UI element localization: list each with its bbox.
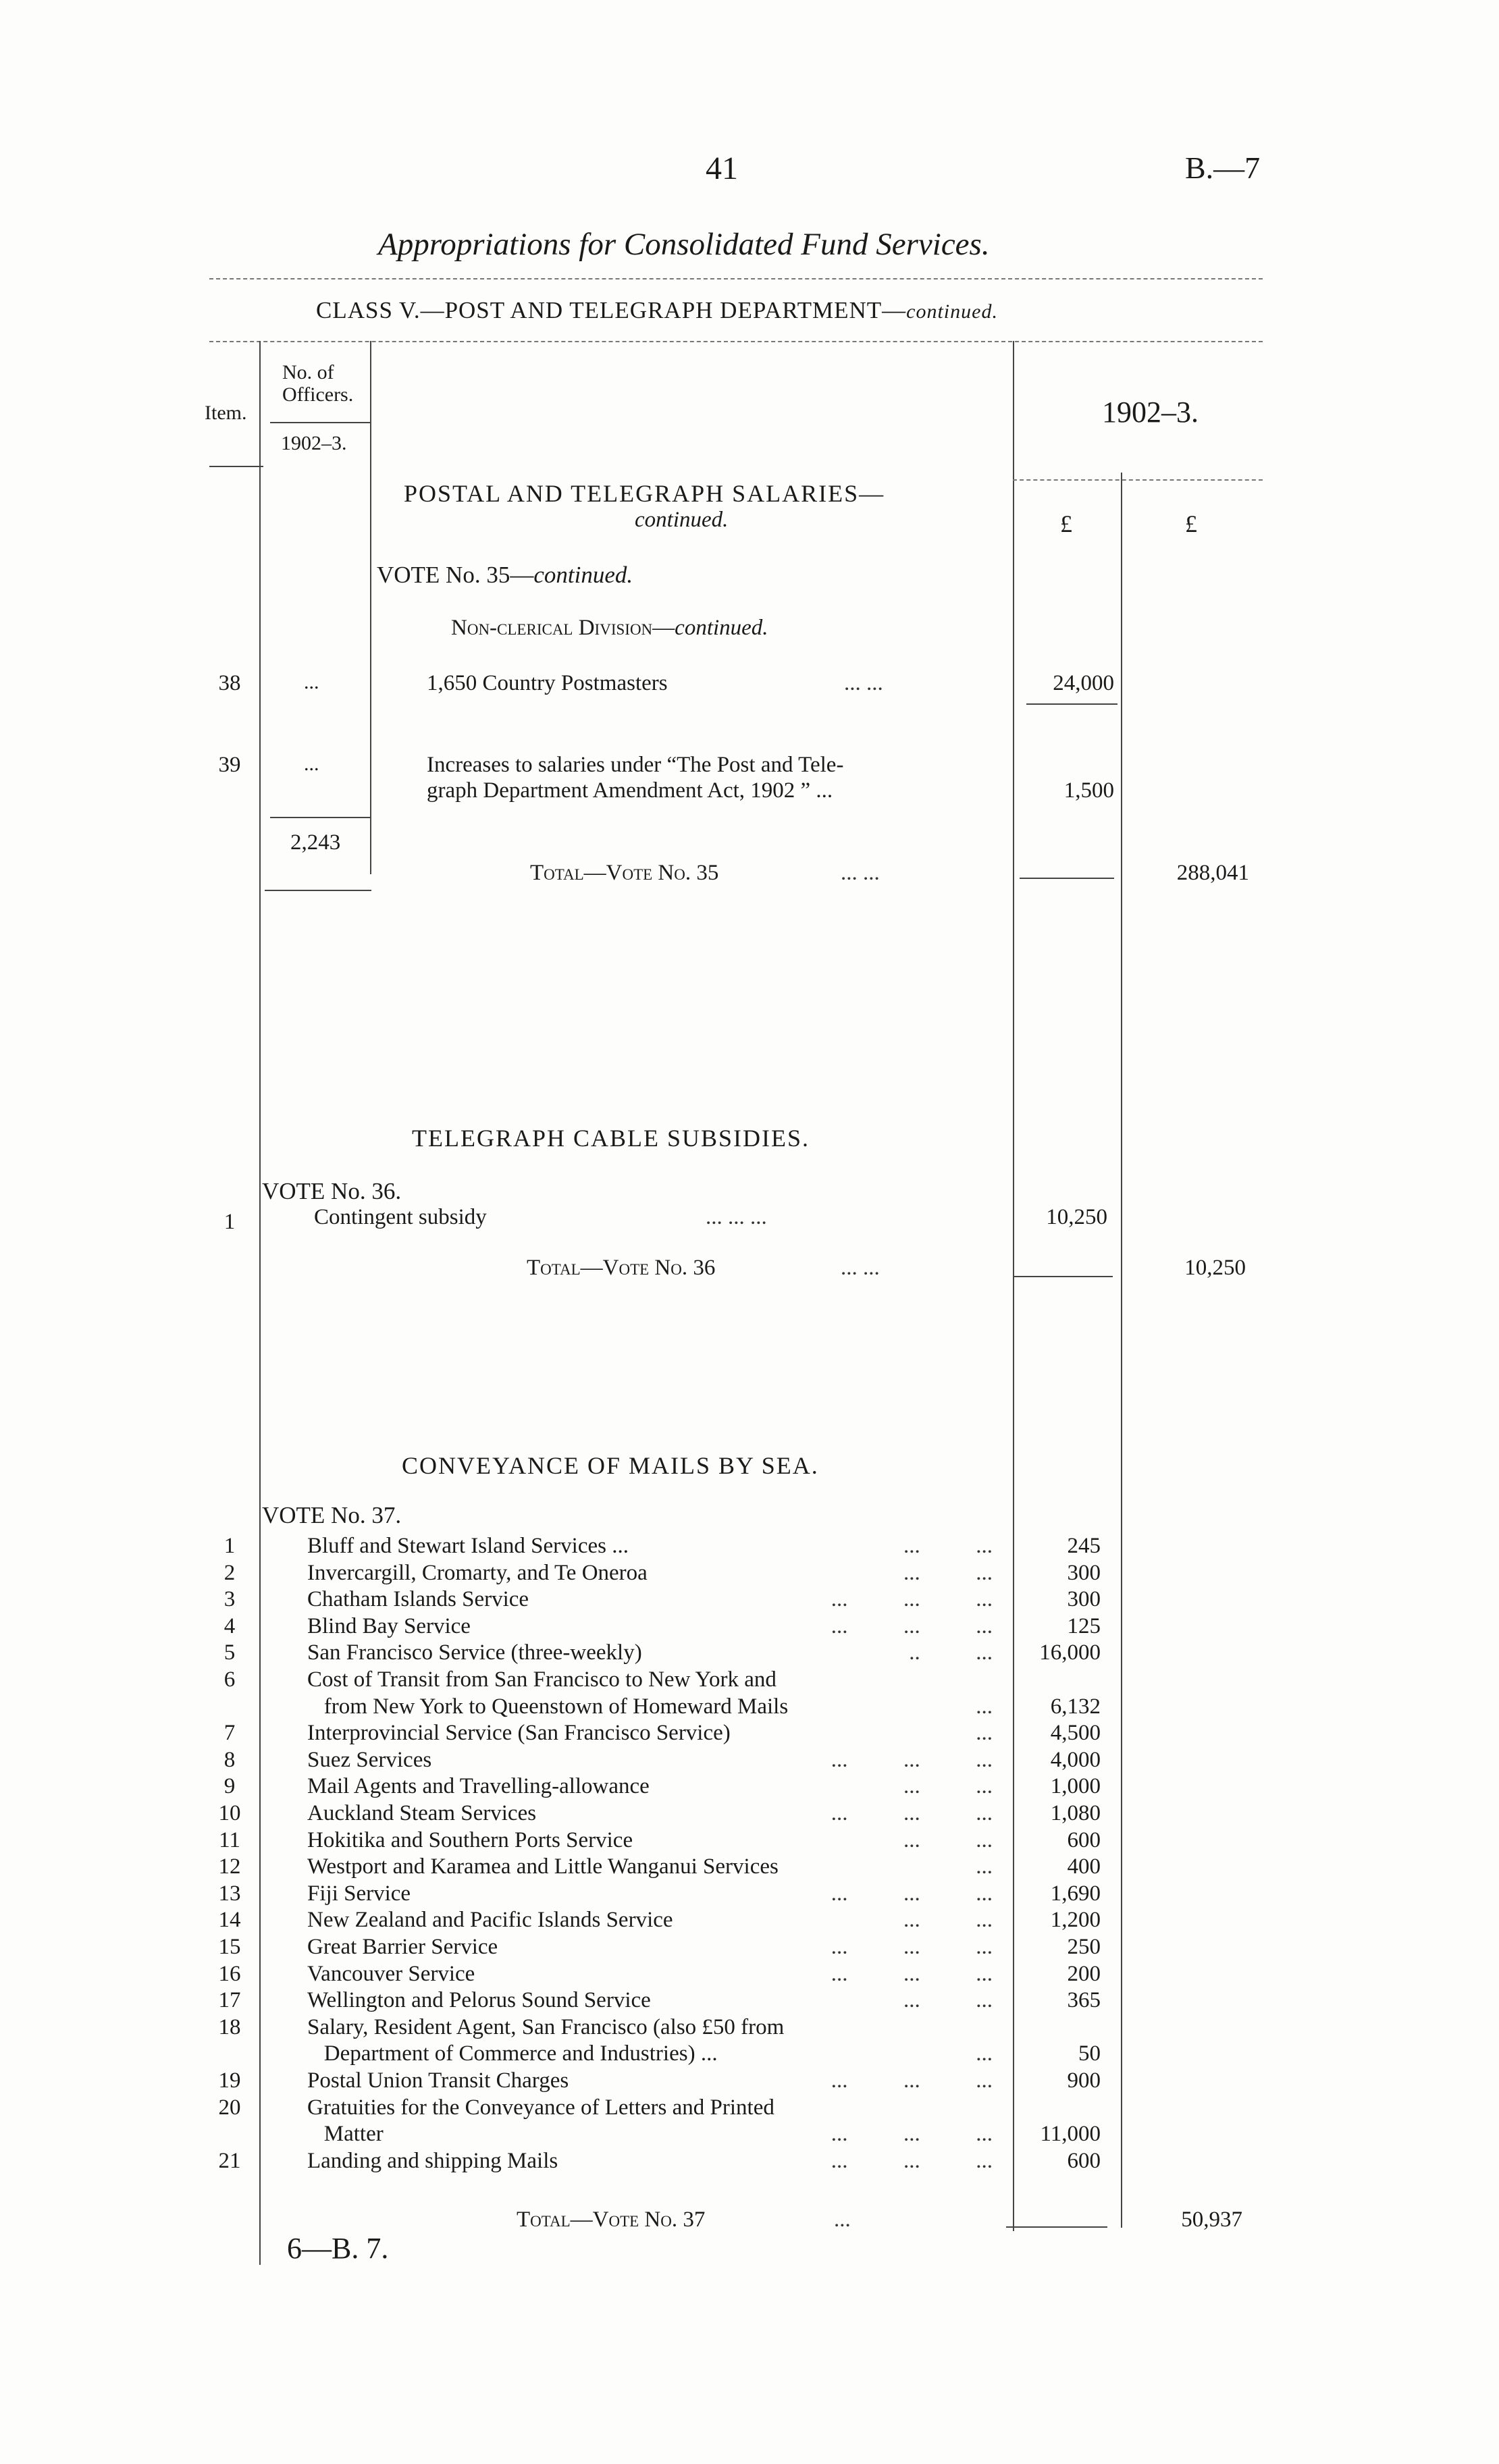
line-description: Increases to salaries under “The Post and Tele-	[427, 753, 844, 777]
division-heading: Non-clerical Division—continued.	[451, 616, 768, 640]
line-amount: 50	[1078, 2041, 1101, 2066]
officers-total-rule	[270, 817, 370, 818]
pound-sign-left: £	[1060, 510, 1072, 537]
line-amount: 400	[1067, 1854, 1101, 1879]
pound-sign-right: £	[1185, 510, 1197, 537]
line-amount: 4,000	[1050, 1748, 1101, 1772]
line-description: 1,650 Country Postmasters	[427, 671, 668, 695]
line-description: New Zealand and Pacific Islands Service	[307, 1908, 673, 1932]
line-description: Postal Union Transit Charges	[307, 2068, 569, 2093]
line-description: Wellington and Pelorus Sound Service	[307, 1988, 651, 2012]
vote-36-heading: VOTE No. 36.	[262, 1178, 402, 1204]
line-amount: 16,000	[1039, 1640, 1101, 1665]
amount-column-right-divider	[1121, 473, 1122, 2228]
vote-36-total: 10,250	[1184, 1256, 1246, 1280]
officers-count: ...	[304, 753, 319, 775]
item-number: 4	[223, 1614, 236, 1638]
line-description-cont: graph Department Amendment Act, 1902 ” ...	[427, 778, 833, 803]
leader-dots: ... ...	[903, 1774, 993, 1798]
line-description: Department of Commerce and Industries) ...	[307, 2041, 718, 2066]
section-title-cable: TELEGRAPH CABLE SUBSIDIES.	[412, 1125, 810, 1152]
item-number: 9	[223, 1774, 236, 1798]
item-header-rule	[209, 466, 263, 467]
leader-dots: ... ...	[903, 1561, 993, 1585]
line-amount: 1,000	[1050, 1774, 1101, 1798]
leader-dots: ... ... ...	[831, 1748, 993, 1772]
line-description: Gratuities for the Conveyance of Letters and Printed	[307, 2095, 774, 2120]
leader-dots: ... ... ...	[831, 1881, 993, 1906]
line-description: Invercargill, Cromarty, and Te Oneroa	[307, 1561, 648, 1585]
class-title: CLASS V.—POST AND TELEGRAPH DEPARTMENT—continued.	[316, 297, 998, 323]
line-description: Contingent subsidy	[314, 1205, 487, 1229]
leader-dots: ... ... ...	[831, 2122, 993, 2146]
line-amount: 4,500	[1050, 1721, 1101, 1745]
line-description: Hokitika and Southern Ports Service	[307, 1828, 633, 1852]
item-column-divider	[259, 341, 261, 2265]
page-number: 41	[706, 151, 738, 186]
leader-dots: ...	[976, 2041, 993, 2066]
leader-dots: .. ...	[909, 1640, 993, 1665]
item-number: 6	[223, 1667, 236, 1692]
item-number: 39	[218, 753, 241, 777]
item-header: Item.	[205, 402, 247, 424]
item-number: 10	[218, 1801, 241, 1825]
item-number: 13	[218, 1881, 241, 1906]
item-number: 1	[223, 1534, 236, 1558]
leader-dots: ... ... ...	[831, 1962, 993, 1986]
leader-dots: ...	[834, 2207, 851, 2232]
line-description: Vancouver Service	[307, 1962, 475, 1986]
item-number: 5	[223, 1640, 236, 1665]
leader-dots: ... ... ...	[831, 2149, 993, 2173]
leader-dots: ... ... ...	[706, 1205, 767, 1229]
line-description: Mail Agents and Travelling-allowance	[307, 1774, 650, 1798]
line-amount: 900	[1067, 2068, 1101, 2093]
item-number: 21	[218, 2149, 241, 2173]
leader-dots: ... ...	[841, 861, 880, 885]
line-amount: 125	[1067, 1614, 1101, 1638]
line-amount: 600	[1067, 1828, 1101, 1852]
leader-dots: ... ...	[903, 1828, 993, 1852]
vote-37-total: 50,937	[1181, 2207, 1242, 2232]
item-number: 14	[218, 1908, 241, 1932]
leader-dots: ... ... ...	[831, 2068, 993, 2093]
leader-dots: ... ... ...	[831, 1587, 993, 1611]
item-number: 20	[218, 2095, 241, 2120]
line-description: Bluff and Stewart Island Services ...	[307, 1534, 629, 1558]
line-description: Salary, Resident Agent, San Francisco (also £50 from	[307, 2015, 785, 2039]
line-amount: 250	[1067, 1935, 1101, 1959]
line-description: Chatham Islands Service	[307, 1587, 529, 1611]
section-title-postal-cont: continued.	[635, 508, 729, 532]
year-header: 1902–3.	[1102, 396, 1199, 429]
item-number: 17	[218, 1988, 241, 2012]
leader-dots: ... ...	[903, 1988, 993, 2012]
subtotal-rule	[1026, 703, 1117, 705]
leader-dots: ...	[976, 1721, 993, 1745]
line-description: Westport and Karamea and Little Wanganui Services	[307, 1854, 779, 1879]
line-description: from New York to Queenstown of Homeward Mails	[307, 1694, 789, 1719]
line-amount: 1,080	[1050, 1801, 1101, 1825]
line-amount: 300	[1067, 1587, 1101, 1611]
line-amount: 300	[1067, 1561, 1101, 1585]
leader-dots: ... ...	[903, 1908, 993, 1932]
item-number: 7	[223, 1721, 236, 1745]
line-description: Interprovincial Service (San Francisco Service)	[307, 1721, 731, 1745]
document-reference: B.—7	[1185, 151, 1261, 185]
line-description: Suez Services	[307, 1748, 432, 1772]
officers-total: 2,243	[290, 830, 341, 855]
officers-header-line1: No. of	[282, 361, 334, 383]
line-description: Landing and shipping Mails	[307, 2149, 558, 2173]
page-footer: 6—B. 7.	[287, 2232, 389, 2265]
line-description: Auckland Steam Services	[307, 1801, 537, 1825]
line-amount: 1,690	[1050, 1881, 1101, 1906]
vote-35-heading: VOTE No. 35—continued.	[377, 562, 633, 588]
item-number: 18	[218, 2015, 241, 2039]
leader-dots: ... ... ...	[831, 1935, 993, 1959]
vote-37-total-label: Total—Vote No. 37	[517, 2207, 706, 2232]
line-amount: 24,000	[1053, 671, 1114, 695]
section-title-postal: POSTAL AND TELEGRAPH SALARIES—	[404, 480, 885, 507]
vote-37-heading: VOTE No. 37.	[262, 1502, 402, 1528]
leader-dots: ...	[976, 1854, 993, 1879]
line-amount: 600	[1067, 2149, 1101, 2173]
line-amount: 1,500	[1063, 778, 1114, 803]
section-title-mails: CONVEYANCE OF MAILS BY SEA.	[402, 1452, 819, 1479]
line-amount: 245	[1067, 1534, 1101, 1558]
vote-36-total-label: Total—Vote No. 36	[527, 1256, 716, 1280]
leader-dots: ... ...	[844, 671, 883, 695]
class-title-rule	[209, 341, 1263, 342]
line-amount: 365	[1067, 1988, 1101, 2012]
total-rule	[1006, 2226, 1107, 2228]
line-description: Matter	[307, 2122, 384, 2146]
line-amount: 11,000	[1040, 2122, 1101, 2146]
officers-total-underline	[265, 890, 371, 891]
line-description: Great Barrier Service	[307, 1935, 498, 1959]
item-number: 38	[218, 671, 241, 695]
item-number: 16	[218, 1962, 241, 1986]
officers-year-header: 1902–3.	[281, 432, 347, 454]
item-number: 2	[223, 1561, 236, 1585]
item-number: 1	[223, 1210, 236, 1234]
item-number: 12	[218, 1854, 241, 1879]
year-header-rule	[1013, 479, 1263, 481]
officers-header-line2: Officers.	[282, 383, 354, 406]
line-description: Cost of Transit from San Francisco to New York and	[307, 1667, 777, 1692]
line-amount: 10,250	[1046, 1205, 1107, 1229]
heading-rule	[209, 278, 1263, 279]
item-number: 11	[219, 1828, 240, 1852]
total-rule	[1020, 878, 1114, 879]
item-number: 8	[223, 1748, 236, 1772]
officers-column-divider	[370, 341, 371, 874]
item-number: 19	[218, 2068, 241, 2093]
line-amount: 1,200	[1050, 1908, 1101, 1932]
leader-dots: ... ... ...	[831, 1614, 993, 1638]
vote-35-total-label: Total—Vote No. 35	[530, 861, 719, 885]
total-rule	[1013, 1276, 1113, 1277]
line-description: Fiji Service	[307, 1881, 411, 1906]
vote-35-total: 288,041	[1176, 861, 1249, 885]
page-heading: Appropriations for Consolidated Fund Services.	[378, 227, 990, 262]
leader-dots: ... ... ...	[831, 1801, 993, 1825]
leader-dots: ...	[976, 1694, 993, 1719]
line-description: Blind Bay Service	[307, 1614, 471, 1638]
item-number: 3	[223, 1587, 236, 1611]
line-amount: 6,132	[1050, 1694, 1101, 1719]
officers-count: ...	[304, 671, 319, 693]
officers-header-rule	[270, 422, 371, 423]
line-description: San Francisco Service (three-weekly)	[307, 1640, 642, 1665]
line-amount: 200	[1067, 1962, 1101, 1986]
item-number: 15	[218, 1935, 241, 1959]
leader-dots: ... ...	[903, 1534, 993, 1558]
leader-dots: ... ...	[841, 1256, 880, 1280]
